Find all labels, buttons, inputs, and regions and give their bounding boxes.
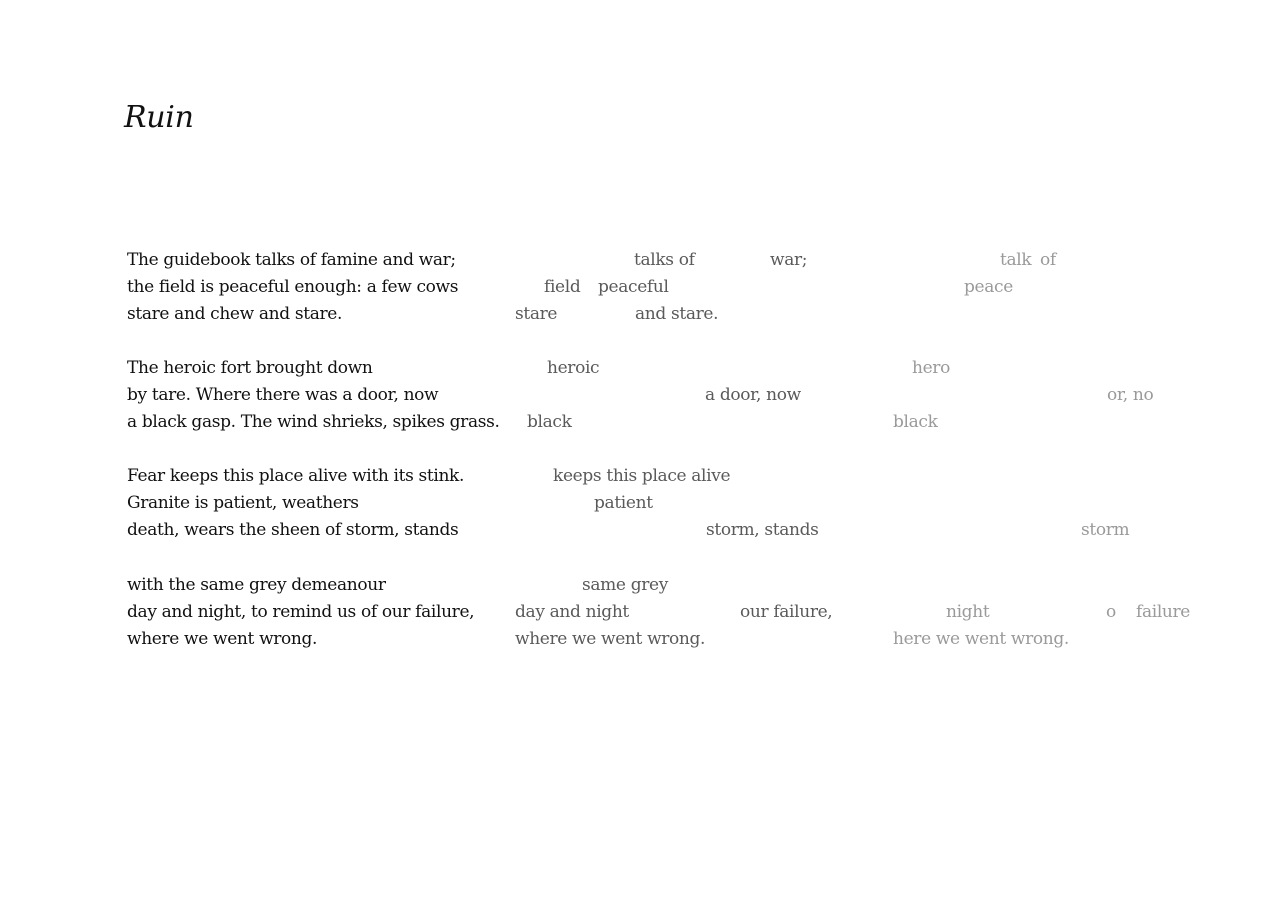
poem-line: with the same grey demeanour — [127, 575, 386, 595]
poem-line: a black gasp. The wind shrieks, spikes grass. — [127, 412, 500, 432]
echo-fragment: war; — [770, 250, 808, 270]
echo-fragment: peaceful — [598, 277, 669, 297]
poem-line: the field is peaceful enough: a few cows — [127, 277, 459, 297]
echo-fragment: hero — [912, 358, 950, 378]
echo-fragment: peace — [964, 277, 1013, 297]
echo-fragment: keeps this place alive — [553, 466, 731, 486]
echo-fragment: a door, now — [705, 385, 801, 405]
echo-fragment: patient — [594, 493, 653, 513]
echo-fragment: of — [1040, 250, 1056, 270]
echo-fragment: field — [544, 277, 581, 297]
poem-line: The heroic fort brought down — [127, 358, 373, 378]
echo-fragment: where we went wrong. — [515, 629, 706, 649]
echo-fragment: or, no — [1107, 385, 1154, 405]
echo-fragment: and stare. — [635, 304, 719, 324]
poem-line: day and night, to remind us of our failure, — [127, 602, 475, 622]
echo-fragment: heroic — [547, 358, 600, 378]
echo-fragment: storm, stands — [706, 520, 819, 540]
echo-fragment: talks of — [634, 250, 695, 270]
echo-fragment: same grey — [582, 575, 668, 595]
poem-line: death, wears the sheen of storm, stands — [127, 520, 459, 540]
echo-fragment: o — [1106, 602, 1116, 622]
poem-line: where we went wrong. — [127, 629, 318, 649]
echo-fragment: black — [527, 412, 572, 432]
poem-line: stare and chew and stare. — [127, 304, 343, 324]
poem-line: The guidebook talks of famine and war; — [127, 250, 456, 270]
poem-title: Ruin — [124, 100, 194, 135]
echo-fragment: black — [893, 412, 938, 432]
poem-line: Granite is patient, weathers — [127, 493, 359, 513]
echo-fragment: here we went wrong. — [893, 629, 1069, 649]
echo-fragment: storm — [1081, 520, 1130, 540]
echo-fragment: failure — [1136, 602, 1190, 622]
echo-fragment: talk — [1000, 250, 1032, 270]
echo-fragment: our failure, — [740, 602, 833, 622]
echo-fragment: stare — [515, 304, 558, 324]
echo-fragment: night — [946, 602, 990, 622]
poem-line: Fear keeps this place alive with its stink. — [127, 466, 465, 486]
poem-line: by tare. Where there was a door, now — [127, 385, 439, 405]
echo-fragment: day and night — [515, 602, 629, 622]
